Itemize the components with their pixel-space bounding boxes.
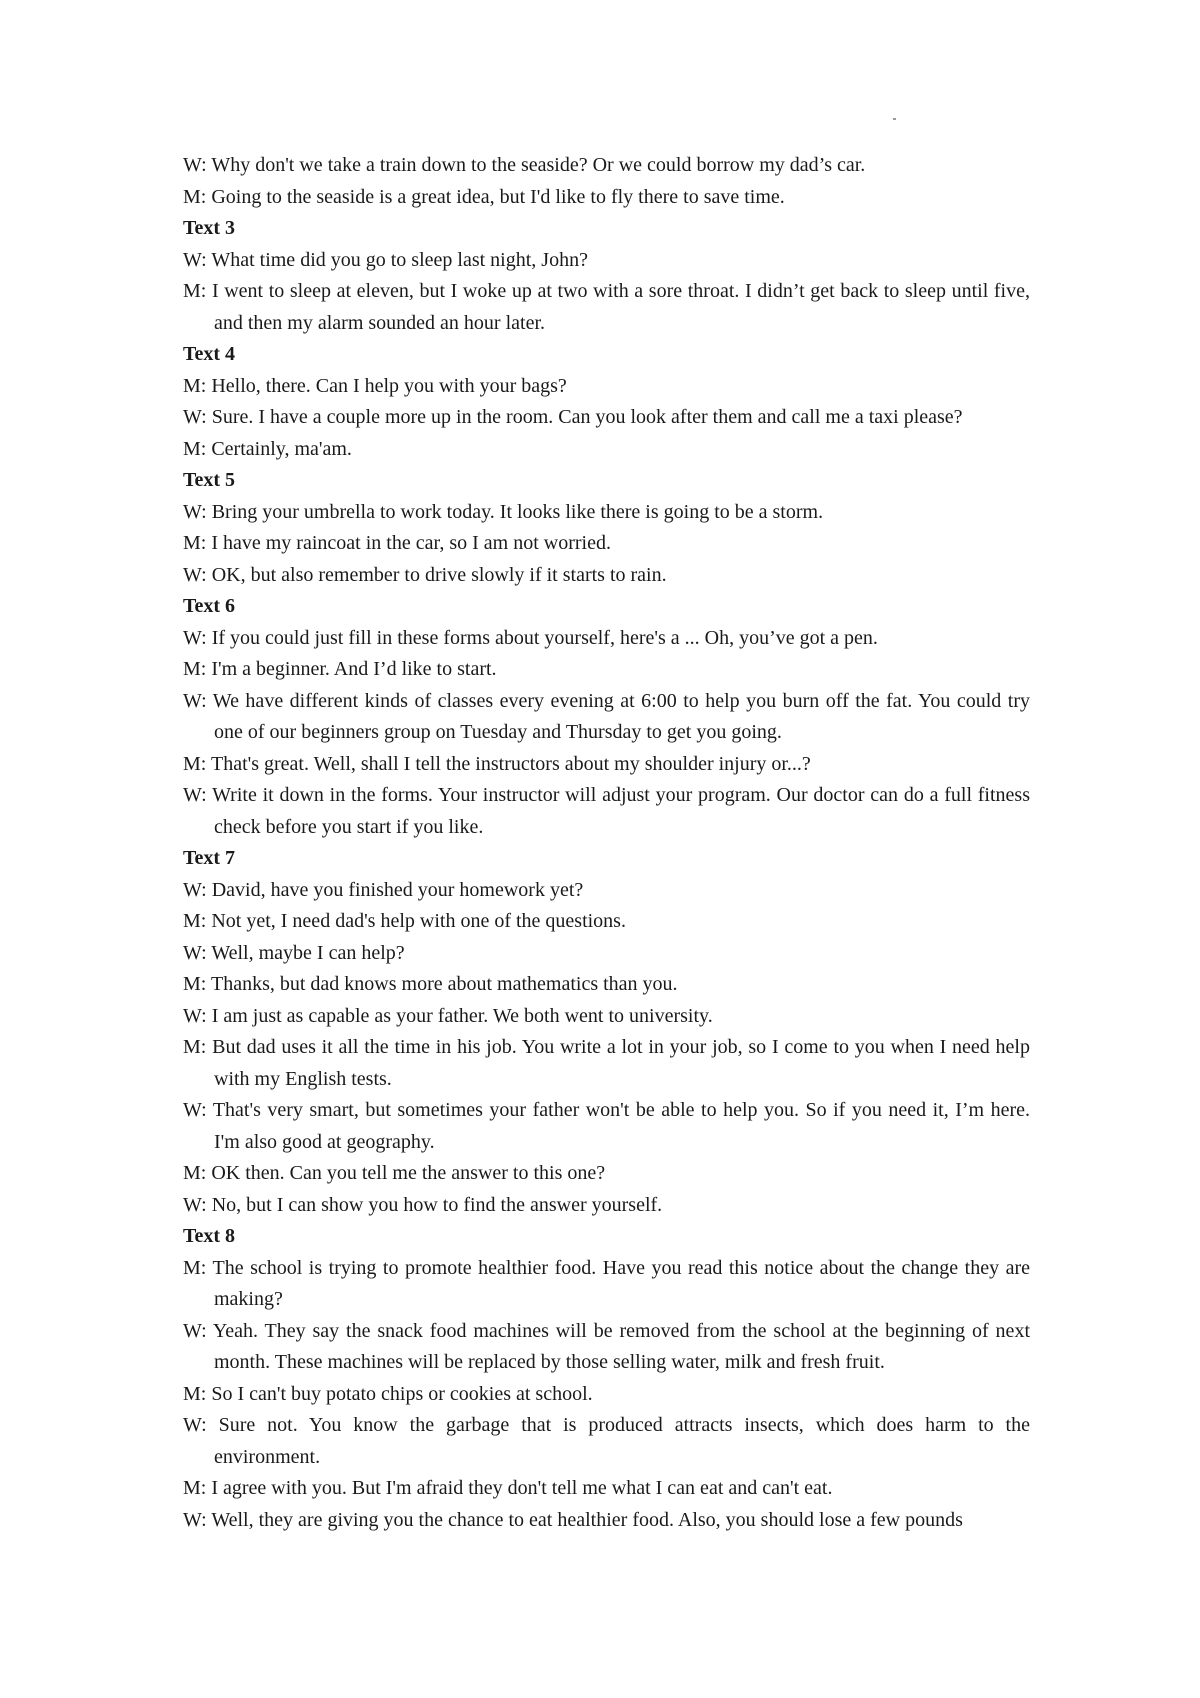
section-heading: Text 3	[183, 217, 236, 239]
dialogue-line: M: I agree with you. But I'm afraid they don't tell me what I can eat and can't eat.	[183, 1477, 833, 1499]
transcript-body	[183, 150, 1030, 1536]
section-heading: Text 6	[183, 595, 236, 617]
dialogue-line: W: Yeah. They say the snack food machines will be removed from the school at the beginning of next month. These machines will be replaced by those selling water, milk and fresh fruit.	[183, 1319, 1030, 1373]
dialogue-line: W: OK, but also remember to drive slowly if it starts to rain.	[183, 563, 667, 586]
dialogue-line: W: That's very smart, but sometimes your father won't be able to help you. So if you need it, I’m here. I'm also good at geography.	[183, 1099, 1030, 1153]
dialogue-line: M: But dad uses it all the time in his job. You write a lot in your job, so I come to you when I need help with my English tests.	[183, 1036, 1030, 1090]
section-heading: Text 5	[183, 469, 236, 491]
dialogue-line: W: What time did you go to sleep last night, John?	[183, 248, 588, 271]
section-heading: Text 8	[183, 1225, 236, 1247]
dialogue-line: M: Thanks, but dad knows more about mathematics than you.	[183, 973, 678, 995]
dialogue-line: W: No, but I can show you how to find the answer yourself.	[183, 1193, 663, 1216]
dialogue-line: M: I went to sleep at eleven, but I woke up at two with a sore throat. I didn’t get back to sleep until five, and then my alarm sounded an hour later.	[183, 280, 1030, 334]
section-heading: Text 4	[183, 343, 236, 365]
dialogue-line: M: I'm a beginner. And I’d like to start.	[183, 658, 497, 680]
dialogue-line: W: Well, they are giving you the chance to eat healthier food. Also, you should lose a few pounds	[183, 1508, 963, 1531]
dialogue-line: M: Hello, there. Can I help you with your bags?	[183, 374, 567, 397]
dialogue-line: W: We have different kinds of classes every evening at 6:00 to help you burn off the fat. You could try one of our beginners group on Tuesday and Thursday to get you going.	[183, 689, 1030, 743]
dialogue-line: M: Not yet, I need dad's help with one of the questions.	[183, 910, 626, 932]
dialogue-line: W: Well, maybe I can help?	[183, 941, 405, 964]
dialogue-line: W: I am just as capable as your father. We both went to university.	[183, 1004, 713, 1027]
dialogue-line: W: Bring your umbrella to work today. It looks like there is going to be a storm.	[183, 500, 824, 523]
dialogue-line: M: The school is trying to promote healthier food. Have you read this notice about the change they are making?	[183, 1256, 1030, 1310]
section-heading: Text 7	[183, 847, 236, 869]
dialogue-line: W: Write it down in the forms. Your instructor will adjust your program. Our doctor can do a full fitness check before you start if you like.	[183, 784, 1030, 838]
dialogue-line: W: Sure not. You know the garbage that is produced attracts insects, which does harm to the environment.	[183, 1414, 1030, 1468]
dialogue-line: M: So I can't buy potato chips or cookies at school.	[183, 1382, 593, 1405]
dialogue-line: W: Sure. I have a couple more up in the room. Can you look after them and call me a taxi please?	[183, 406, 963, 428]
dialogue-line: W: Why don't we take a train down to the seaside? Or we could borrow my dad’s car.	[183, 154, 866, 176]
dialogue-line: W: David, have you finished your homework yet?	[183, 878, 584, 901]
scan-mark	[893, 118, 896, 120]
dialogue-line: M: That's great. Well, shall I tell the instructors about my shoulder injury or...?	[183, 752, 811, 775]
dialogue-line: M: I have my raincoat in the car, so I am not worried.	[183, 532, 611, 554]
dialogue-line: M: Going to the seaside is a great idea, but I'd like to fly there to save time.	[183, 185, 785, 208]
dialogue-line: M: Certainly, ma'am.	[183, 437, 352, 460]
dialogue-line: M: OK then. Can you tell me the answer to this one?	[183, 1162, 606, 1184]
dialogue-line: W: If you could just fill in these forms about yourself, here's a ... Oh, you’ve got a pen.	[183, 626, 878, 649]
